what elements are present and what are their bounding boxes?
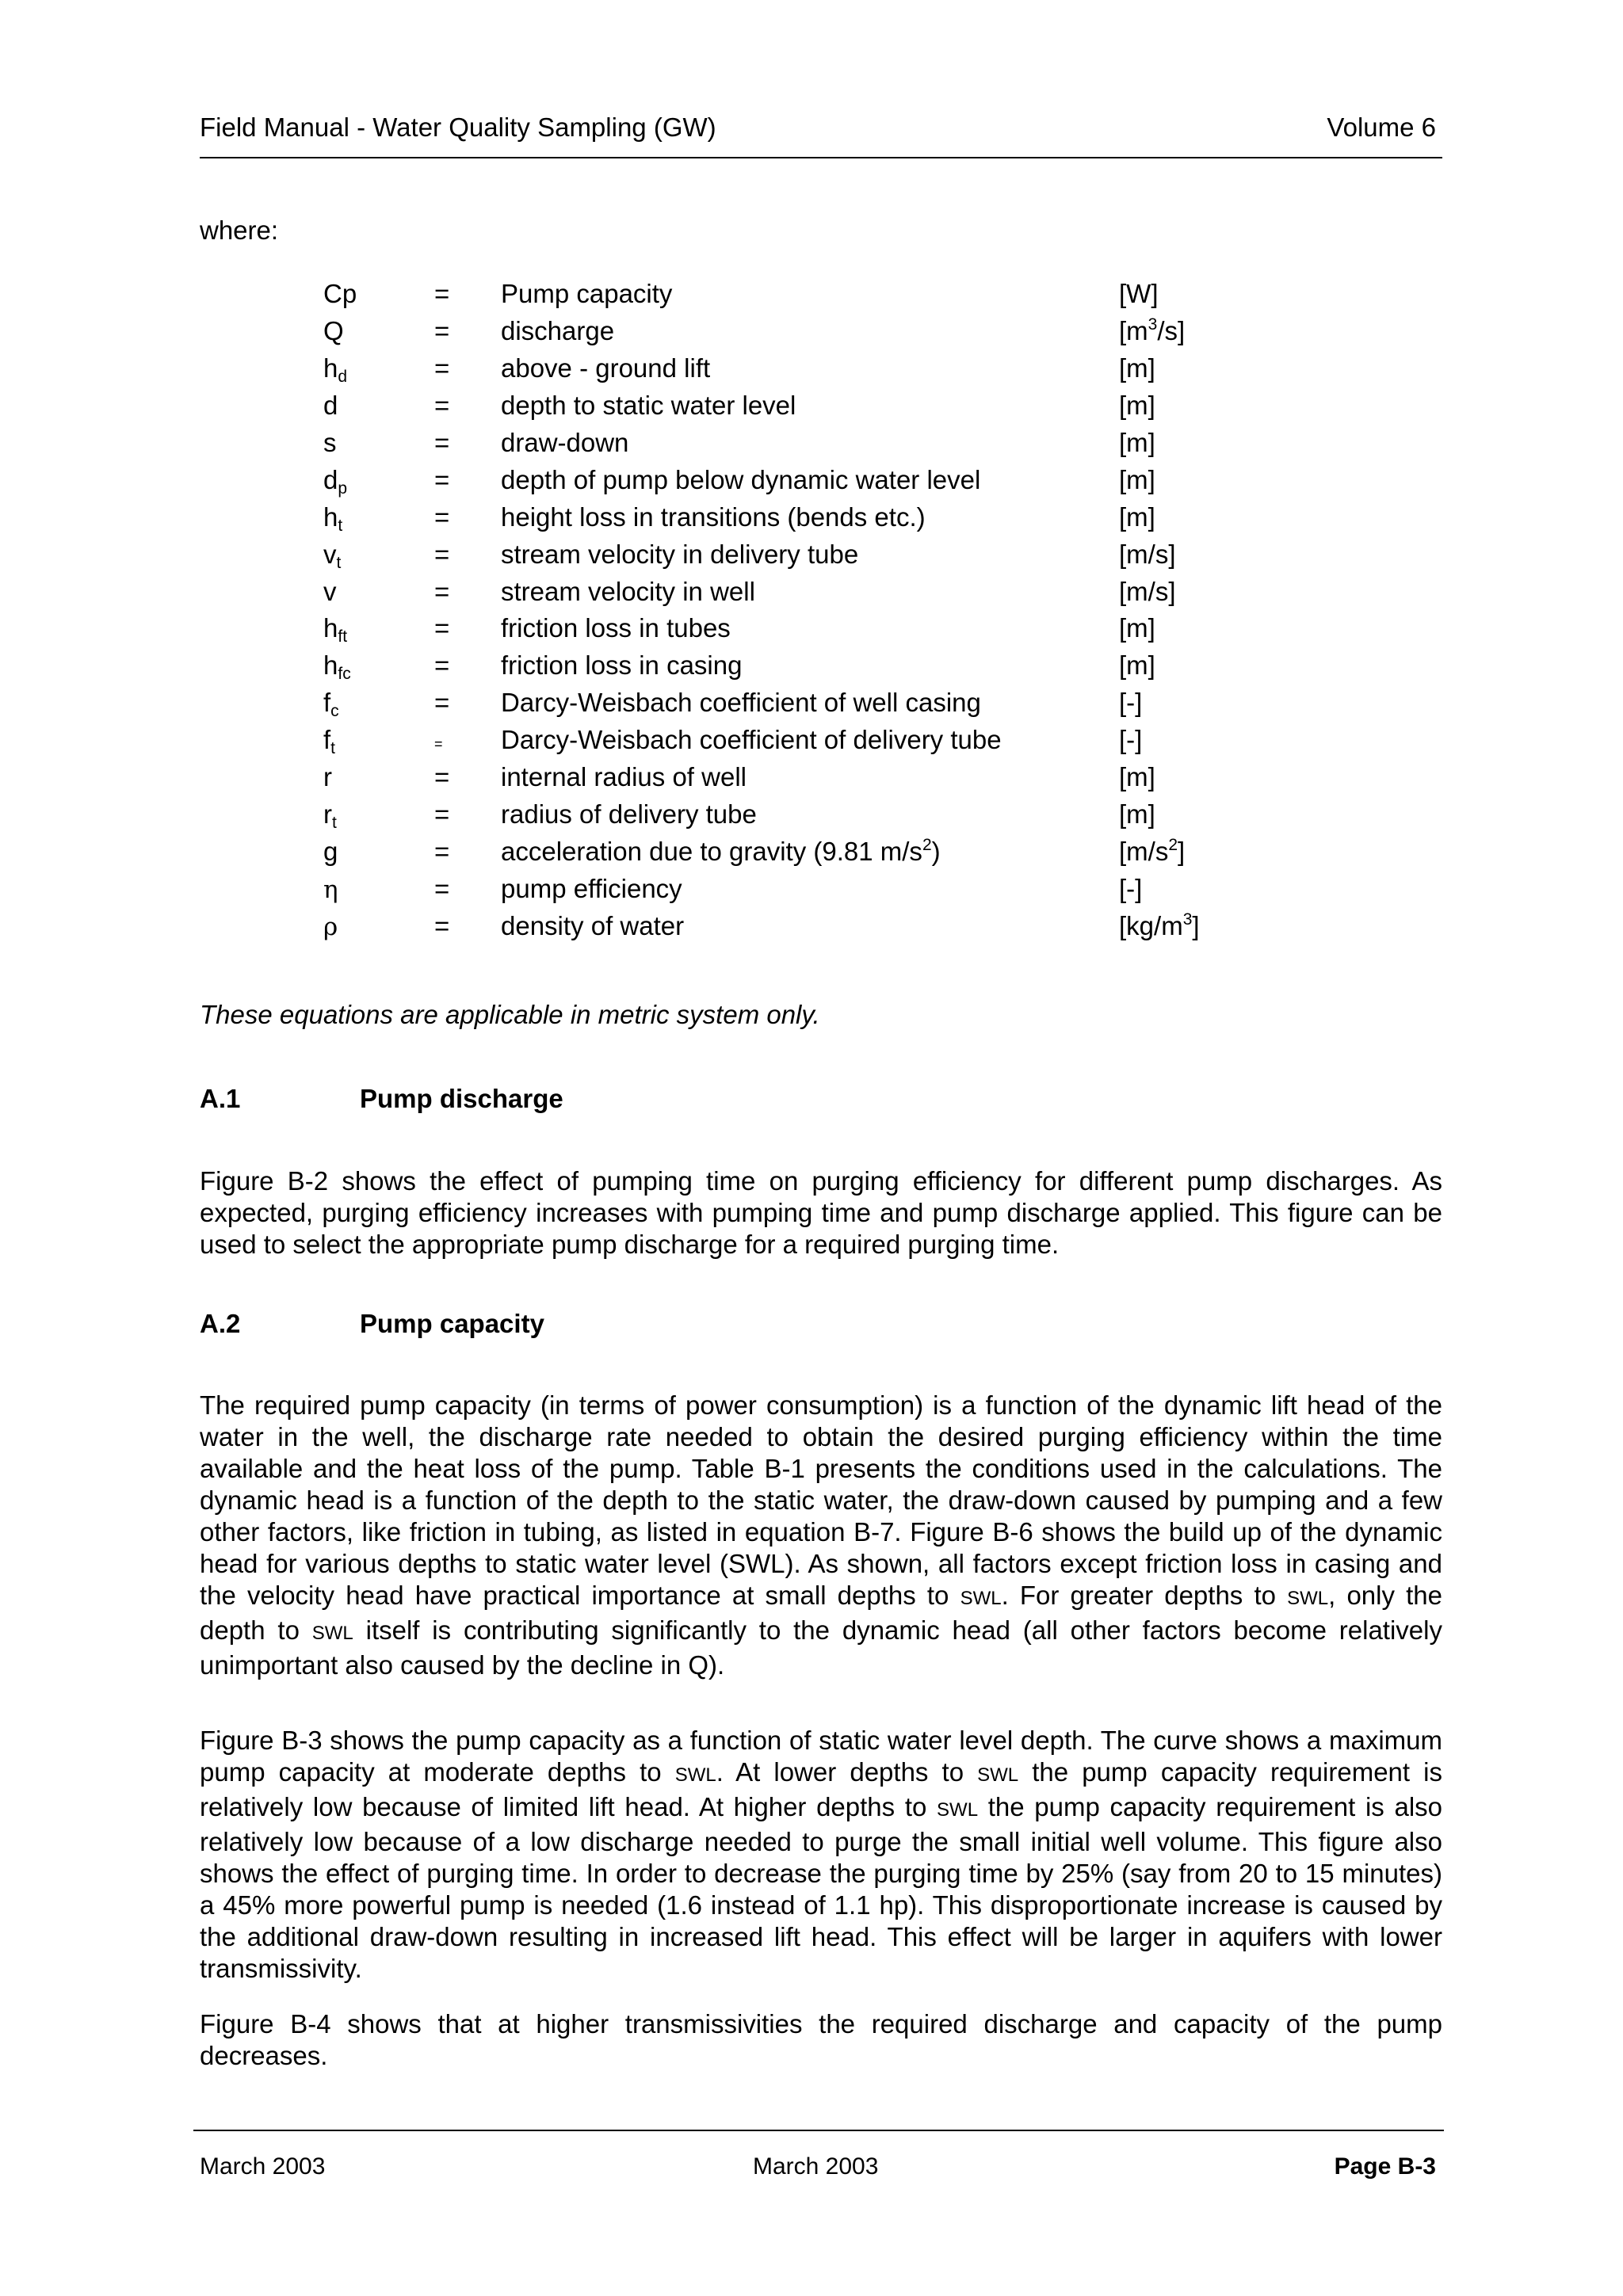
section-title: Pump capacity — [360, 1309, 544, 1338]
section-number: A.2 — [200, 1309, 241, 1338]
swl-abbrev: SWL — [1287, 1588, 1329, 1609]
definition-equals: = — [434, 762, 450, 792]
variable-definitions-table — [323, 276, 1277, 944]
definition-unit: [m] — [1119, 464, 1155, 494]
definition-unit: [m] — [1119, 391, 1155, 421]
definition-row — [323, 573, 1277, 610]
definition-unit: [m/s] — [1119, 576, 1176, 606]
definition-symbol: $d_p$ — [323, 464, 348, 498]
section-a2-heading — [200, 1309, 544, 1339]
definition-description: Darcy-Weisbach coefficient of well casing — [501, 688, 981, 718]
section-title: Pump discharge — [360, 1084, 563, 1113]
metric-note: These equations are applicable in metric system only. — [200, 1000, 820, 1029]
definition-symbol: g — [323, 836, 338, 866]
definition-row — [323, 870, 1277, 907]
definition-unit: [W] — [1119, 279, 1159, 309]
where-label: where: — [200, 215, 279, 245]
definition-row — [323, 610, 1277, 647]
definition-symbol: $h_{fc}$ — [323, 650, 351, 684]
definition-row — [323, 907, 1277, 944]
definition-unit: [-] — [1119, 873, 1143, 903]
header-title: Field Manual - Water Quality Sampling (GW) — [200, 113, 716, 142]
definition-equals: = — [434, 279, 450, 309]
definition-description: friction loss in tubes — [501, 613, 731, 643]
swl-abbrev: SWL — [977, 1764, 1019, 1786]
section-a1-paragraph: Figure B-2 shows the effect of pumping time on purging efficiency for different pump discharges. As expected, purging efficiency increases with pumping time and pump discharge applied. This figure can be used to select the appropriate pump discharge for a required purging time. — [200, 1166, 1442, 1259]
definition-symbol: v — [323, 576, 337, 606]
definition-symbol: r — [323, 762, 332, 792]
definition-row — [323, 647, 1277, 685]
definition-description: draw-down — [501, 428, 629, 457]
definition-description: discharge — [501, 316, 615, 346]
swl-abbrev: SWL — [674, 1764, 716, 1786]
definition-unit: [m] — [1119, 650, 1155, 681]
definition-equals: = — [434, 428, 450, 457]
definition-equals: = — [434, 613, 450, 643]
header-volume: Volume 6 — [1327, 113, 1436, 142]
definition-equals: = — [434, 910, 450, 940]
definition-equals: = — [434, 736, 443, 753]
definition-symbol: d — [323, 391, 338, 421]
definition-description: radius of delivery tube — [501, 799, 757, 829]
definition-unit: [m] — [1119, 799, 1155, 829]
definition-row — [323, 722, 1277, 759]
definition-description: density of water — [501, 910, 685, 940]
definition-row — [323, 795, 1277, 833]
definition-symbol: Q — [323, 316, 344, 346]
definition-unit: $[m/s^2]$ — [1119, 835, 1186, 866]
definition-description: depth to static water level — [501, 391, 796, 421]
definition-row — [323, 536, 1277, 573]
definition-equals: = — [434, 391, 450, 421]
section-a2-paragraph-3: Figure B-4 shows that at higher transmissivities the required discharge and capacity of the pump decreases. — [200, 2009, 1442, 2070]
definition-symbol: ρ — [323, 912, 338, 941]
definition-equals: = — [434, 502, 450, 532]
definition-description: stream velocity in well — [501, 576, 755, 606]
definition-unit: $[m^3/s]$ — [1119, 315, 1186, 346]
definition-symbol: Cp — [323, 279, 357, 309]
definition-row — [323, 313, 1277, 350]
definition-unit: [m] — [1119, 762, 1155, 792]
definition-row — [323, 759, 1277, 796]
swl-abbrev: SWL — [311, 1623, 353, 1644]
definition-equals: = — [434, 353, 450, 383]
definition-symbol: $h_t$ — [323, 502, 343, 535]
definition-row — [323, 833, 1277, 870]
page-header — [200, 109, 1442, 158]
definition-symbol: $h_d$ — [323, 353, 348, 387]
definition-unit: [m] — [1119, 613, 1155, 643]
definition-symbol: $f_t$ — [323, 725, 336, 758]
section-a2-paragraph-1: The required pump capacity (in terms of power consumption) is a function of the dynamic lift head of the water in the well, the discharge rate needed to obtain the desired purging efficiency within the time available and the heat loss of the pump. Table B-1 presents the conditions used in the calculations. The dynamic head is a function of the depth to the static water, the draw-down caused by pumping and a few other factors, like friction in tubing, as listed in equation B-7. Figure B-6 shows the build up of the dynamic head for various depths to static water level (SWL). As shown, all factors except friction loss in casing and the velocity head have practical importance at small depths to SWL. For greater depths to SWL, only the depth to SWL itself is contributing significantly to the dynamic head (all other factors become relatively unimportant also caused by the decline in Q). — [200, 1390, 1443, 1680]
definition-symbol: $f_c$ — [323, 688, 339, 721]
definition-symbol: η — [323, 875, 338, 904]
definition-unit: $[kg/m^3]$ — [1119, 910, 1200, 940]
definition-equals: = — [434, 873, 450, 903]
definition-equals: = — [434, 576, 450, 606]
definition-row — [323, 498, 1277, 536]
definition-equals: = — [434, 316, 450, 346]
section-a1-heading — [200, 1084, 563, 1114]
definition-unit: [-] — [1119, 688, 1143, 718]
definition-symbol: $h_{ft}$ — [323, 613, 348, 646]
definition-unit: [m/s] — [1119, 539, 1176, 569]
definition-description: Pump capacity — [501, 279, 673, 309]
definition-equals: = — [434, 836, 450, 866]
footer-date-left: March 2003 — [200, 2153, 326, 2180]
definition-description: friction loss in casing — [501, 650, 743, 681]
definition-description: pump efficiency — [501, 873, 682, 903]
definition-unit: [m] — [1119, 502, 1155, 532]
definition-row — [323, 425, 1277, 462]
definition-row — [323, 350, 1277, 387]
definition-description: depth of pump below dynamic water level — [501, 464, 981, 494]
swl-abbrev: SWL — [937, 1799, 979, 1821]
definition-symbol: s — [323, 428, 337, 457]
definition-symbol: $v_t$ — [323, 539, 342, 572]
swl-abbrev: SWL — [960, 1588, 1002, 1609]
definition-description: height loss in transitions (bends etc.) — [501, 502, 926, 532]
definition-description: stream velocity in delivery tube — [501, 539, 859, 569]
definition-description: above - ground lift — [501, 353, 711, 383]
page-footer — [193, 2130, 1444, 2187]
definition-equals: = — [434, 688, 450, 718]
definition-equals: = — [434, 799, 450, 829]
definition-symbol: $r_t$ — [323, 799, 337, 832]
footer-page-number: Page B-3 — [1334, 2153, 1436, 2180]
definition-description: acceleration due to gravity (9.81 $m/s^2$) — [501, 835, 941, 866]
definition-equals: = — [434, 464, 450, 494]
definition-row — [323, 461, 1277, 498]
definition-unit: [m] — [1119, 428, 1155, 457]
definition-row — [323, 276, 1277, 313]
definition-row — [323, 685, 1277, 722]
section-number: A.1 — [200, 1084, 241, 1113]
definition-equals: = — [434, 539, 450, 569]
definition-unit: [m] — [1119, 353, 1155, 383]
section-a2-paragraph-2: Figure B-3 shows the pump capacity as a function of static water level depth. The curve shows a maximum pump capacity at moderate depths to SWL. At lower depths to SWL the pump capacity requirement is relatively low because of limited lift head. At higher depths to SWL the pump capacity requirement is also relatively low because of a low discharge needed to purge the small initial well volume. This figure also shows the effect of purging time. In order to decrease the purging time by 25% (say from 20 to 15 minutes) a 45% more powerful pump is needed (1.6 instead of 1.1 hp). This disproportionate increase is caused by the additional draw-down resulting in increased lift head. This effect will be larger in aquifers with lower transmissivity. — [200, 1726, 1443, 1983]
definition-row — [323, 387, 1277, 425]
footer-date-center: March 2003 — [753, 2153, 879, 2180]
definition-equals: = — [434, 650, 450, 681]
definition-description: Darcy-Weisbach coefficient of delivery tube — [501, 725, 1002, 755]
definition-unit: [-] — [1119, 725, 1143, 755]
definition-description: internal radius of well — [501, 762, 747, 792]
